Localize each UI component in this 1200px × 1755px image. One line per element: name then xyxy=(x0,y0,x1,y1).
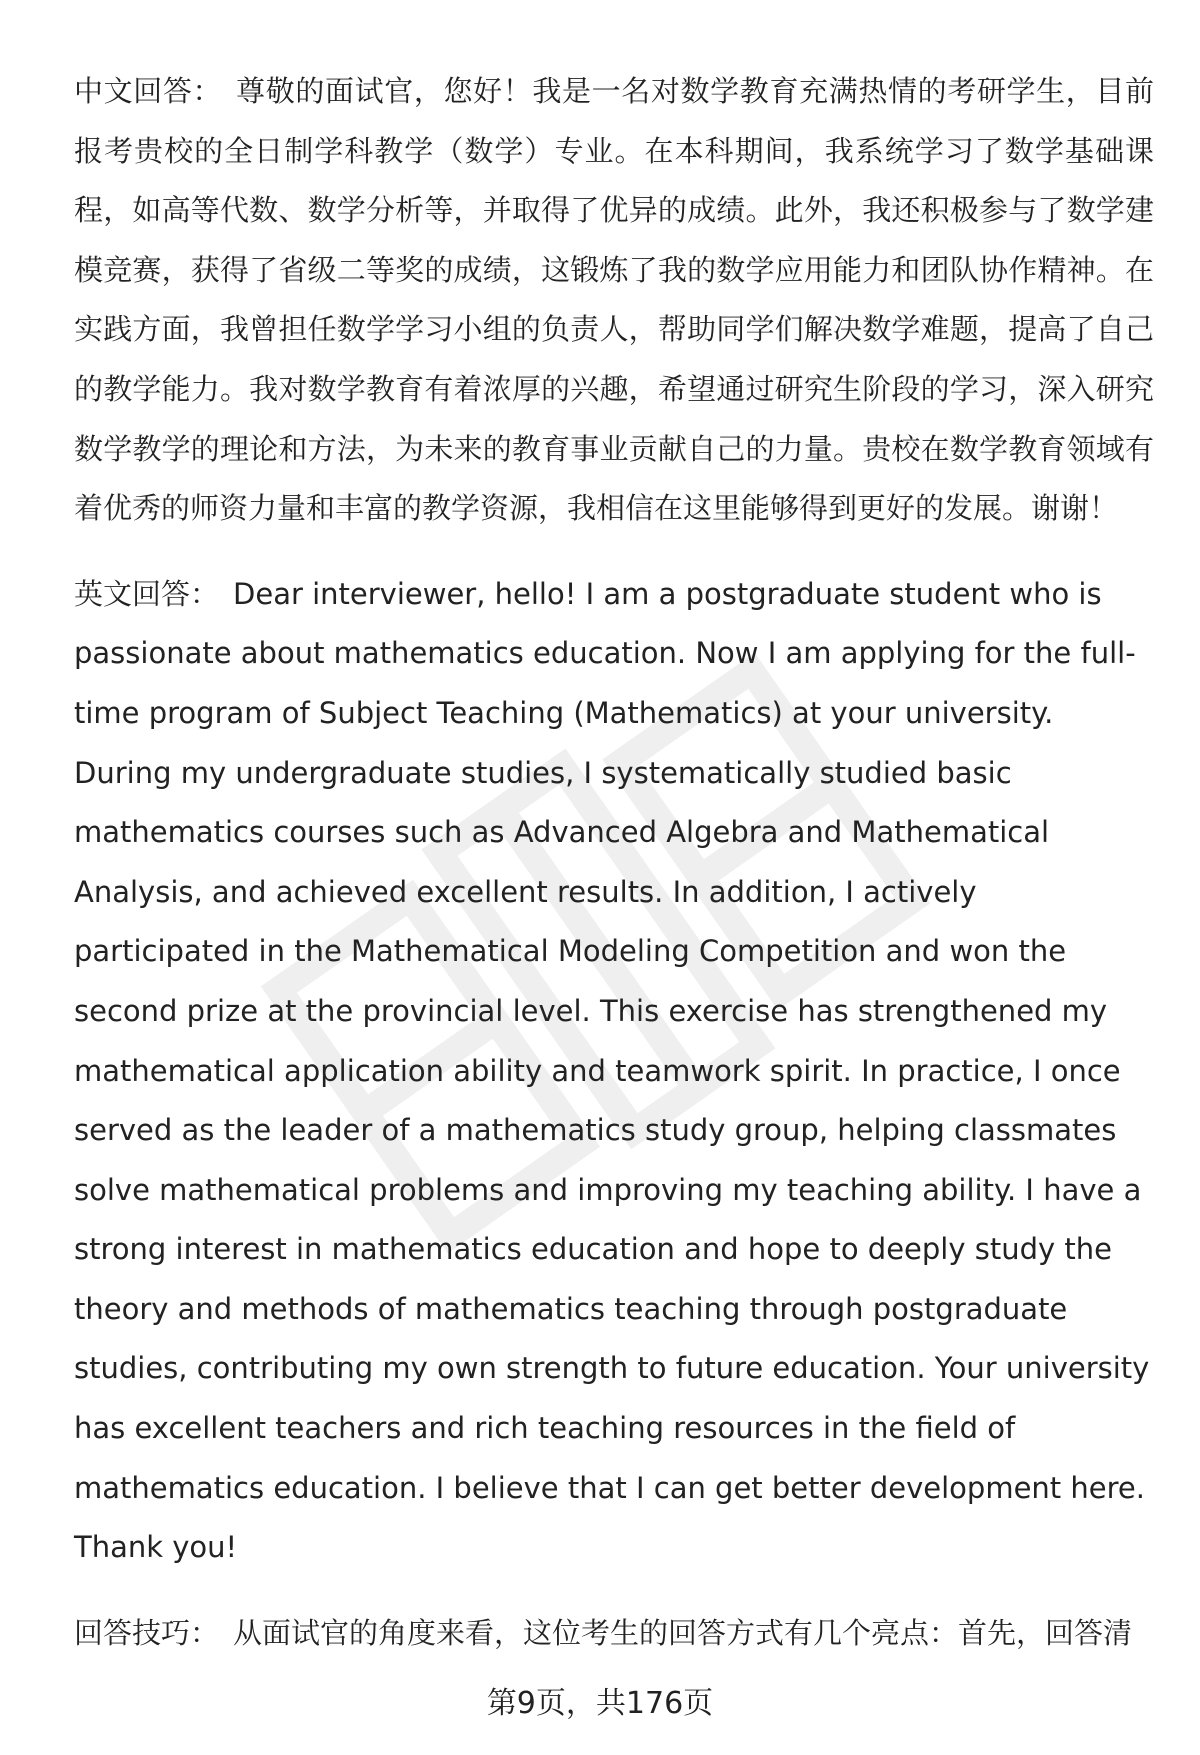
chinese-answer-text: 尊敬的面试官，您好！我是一名对数学教育充满热情的考研学生，目前报考贵校的全日制学科教学（数学）专业。在本科期间，我系统学习了数学基础课程，如高等代数、数学分析等，并取得了优异的成绩。此外，我还积极参与了数学建模竞赛，获得了省级二等奖的成绩，这锻炼了我的数学应用能力和团队协作精神。在实践方面，我曾担任数学学习小组的负责人，帮助同学们解决数学难题，提高了自己的教学能力。我对数学教育有着浓厚的兴趣，希望通过研究生阶段的学习，深入研究数学教学的理论和方法，为未来的教育事业贡献自己的力量。贵校在数学教育领域有着优秀的师资力量和丰富的教学资源，我相信在这里能够得到更好的发展。谢谢！ xyxy=(74,74,1154,526)
english-answer-text: Dear interviewer, hello! I am a postgraduate student who is passionate about mathematics education. Now I am applying for the full-time program of Subject Teaching (Mathematics) at your university. During my undergraduate studies, I systematically studied basic mathematics courses such as Advanced Algebra and Mathematical Analysis, and achieved excellent results. In addition, I actively participated in the Mathematical Modeling Competition and won the second prize at the provincial level. This exercise has strengthened my mathematical application ability and teamwork spirit. In practice, I once served as the leader of a mathematics study group, helping classmates solve mathematical problems and improving my teaching ability. I have a strong interest in mathematics education and hope to deeply study the theory and methods of mathematics teaching through postgraduate studies, contributing my own strength to future education. Your university has excellent teachers and rich teaching resources in the field of mathematics education. I believe that I can get better development here. Thank you! xyxy=(74,576,1150,1565)
answer-tips-paragraph xyxy=(74,1604,1154,1664)
english-answer-label: 英文回答： xyxy=(74,576,220,611)
answer-tips-label: 回答技巧： xyxy=(74,1615,220,1650)
document-body xyxy=(74,62,1154,1663)
english-answer-paragraph xyxy=(74,565,1154,1578)
page-number: 第9页，共176页 xyxy=(486,1686,714,1721)
answer-tips-text: 从面试官的角度来看，这位考生的回答方式有几个亮点：首先，回答清 xyxy=(233,1615,1133,1650)
page-footer xyxy=(0,1678,1200,1722)
chinese-answer-label: 中文回答： xyxy=(74,74,223,108)
chinese-answer-paragraph xyxy=(74,62,1154,539)
